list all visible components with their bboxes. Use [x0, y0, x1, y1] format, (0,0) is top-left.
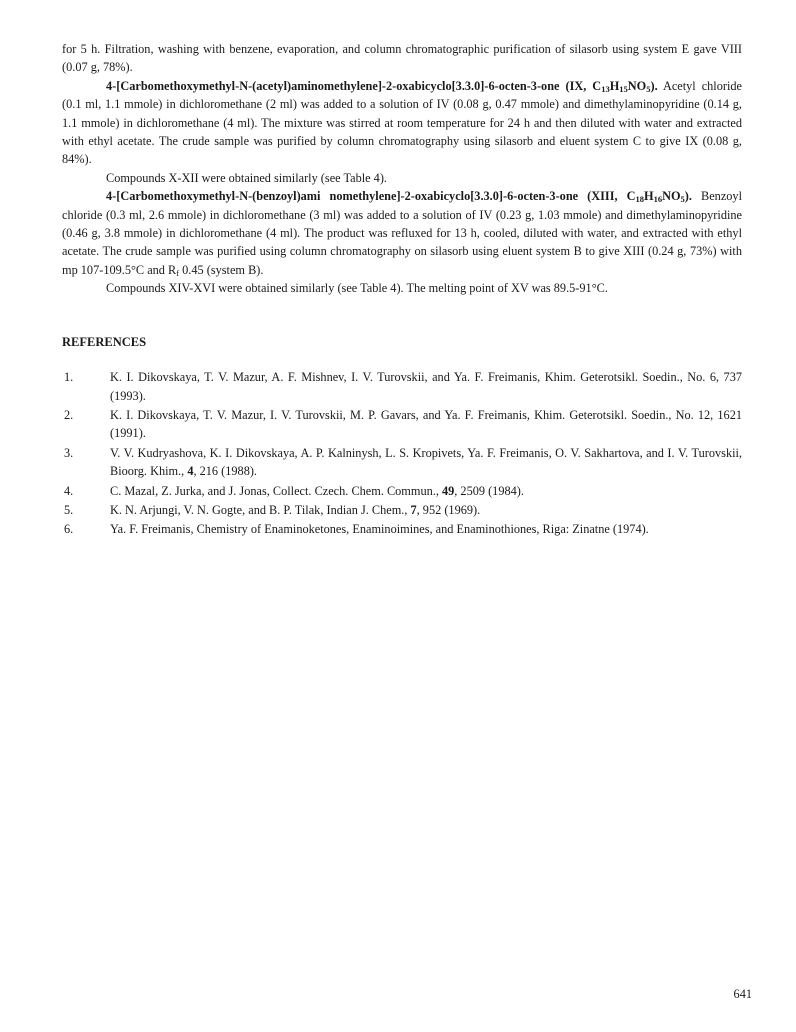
reference-number: 1. — [64, 370, 74, 385]
page-number: 641 — [733, 987, 752, 1001]
reference-item — [62, 444, 742, 481]
reference-item — [62, 501, 742, 519]
reference-number: 3. — [64, 445, 74, 460]
reference-item — [62, 406, 742, 443]
reference-number: 6. — [64, 522, 74, 537]
reference-text: K. N. Arjungi, V. N. Gogte, and B. P. Tilak, Indian J. Chem., 7, 952 (1969). — [110, 502, 481, 517]
compound-xiii-formula: (XIII, $C_{18}H_{16}NO_5$). — [587, 189, 692, 205]
references-list — [62, 368, 742, 539]
compound-ix-title: 4-[Carbomethoxymethyl-N-(acetyl)aminomethylene]-2-oxabicyclo[3.3.0]-6-octen-3-one (IX, $C_{13}H_{15}NO_5$). — [106, 78, 658, 94]
reference-number: 2. — [64, 407, 74, 422]
reference-item — [62, 520, 742, 538]
paragraph-compounds-x-xii: Compounds X-XII were obtained similarly (see Table 4). — [106, 170, 387, 185]
references-heading: REFERENCES — [62, 334, 147, 349]
reference-text: Ya. F. Freimanis, Chemistry of Enaminoketones, Enaminoimines, and Enaminothiones, Riga: Zinatne (1974). — [110, 522, 649, 537]
paragraph-compound-xiii — [62, 187, 742, 279]
reference-text: K. I. Dikovskaya, T. V. Mazur, I. V. Turovskii, M. P. Gavars, and Ya. F. Freimanis, Khim. Geterotsikl. Soedin., No. 12, 1621 (1991). — [110, 407, 742, 441]
reference-number: 5. — [64, 502, 74, 517]
paragraph-continuation: for 5 h. Filtration, washing with benzene, evaporation, and column chromatographic purification of silasorb using system E gave VIII (0.07 g, 78%). — [62, 42, 742, 75]
reference-number: 4. — [64, 483, 74, 498]
compound-xiii-procedure: Benzoyl chloride (0.3 ml, 2.6 mmole) in dichloromethane (3 ml) was added to a solution of IV (0.23 g, 1.03 mmole) and dimethylaminopyridine (0.46 g, 3.8 mmole) in dichloromethane (4 ml). The product was refluxed for 13 h, cooled, diluted with water, and extracted with ethyl acetate. The crude sample was purified using column chromatography on silasorb using eluent system B to give XIII (0.24 g, 73%) with mp 107-109.5°C and $R_f$ 0.45 (system B). — [62, 189, 742, 278]
compound-ix-formula: (IX, $C_{13}H_{15}NO_5$). — [565, 78, 658, 94]
paragraph-compounds-xiv-xvi: Compounds XIV-XVI were obtained similarly (see Table 4). The melting point of XV was 89.5-91°C. — [106, 281, 608, 296]
reference-text: V. V. Kudryashova, K. I. Dikovskaya, A. P. Kalninysh, L. S. Kropivets, Ya. F. Freimanis, O. V. Sakhartova, and I. V. Turovskii, Bioorg. Khim., 4, 216 (1988). — [110, 445, 742, 479]
page-body — [62, 40, 742, 540]
compound-xiii-title: 4-[Carbomethoxymethyl-N-(benzoyl)ami nomethylene]-2-oxabicyclo[3.3.0]-6-octen-3-one (XIII, $C_{18}H_{16}NO_5$). — [106, 189, 692, 205]
reference-item — [62, 368, 742, 405]
compound-ix-procedure: Acetyl chloride (0.1 ml, 1.1 mmole) in dichloromethane (2 ml) was added to a solution of IV (0.08 g, 0.47 mmole) and dimethylaminopyridine (0.14 g, 1.1 mmole) in dichloromethane (4 ml). The mixture was stirred at room temperature for 24 h and then diluted with water and extracted with ethyl acetate. The crude sample was purified by column chromatography using silasorb and eluent system C to give IX (0.08 g, 84%). — [62, 78, 742, 167]
paragraph-compound-ix — [62, 77, 742, 169]
reference-text: C. Mazal, Z. Jurka, and J. Jonas, Collect. Czech. Chem. Commun., 49, 2509 (1984). — [110, 483, 524, 498]
reference-text: K. I. Dikovskaya, T. V. Mazur, A. F. Mishnev, I. V. Turovskii, and Ya. F. Freimanis, Khim. Geterotsikl. Soedin., No. 6, 737 (1993). — [110, 370, 742, 403]
reference-item — [62, 482, 742, 500]
